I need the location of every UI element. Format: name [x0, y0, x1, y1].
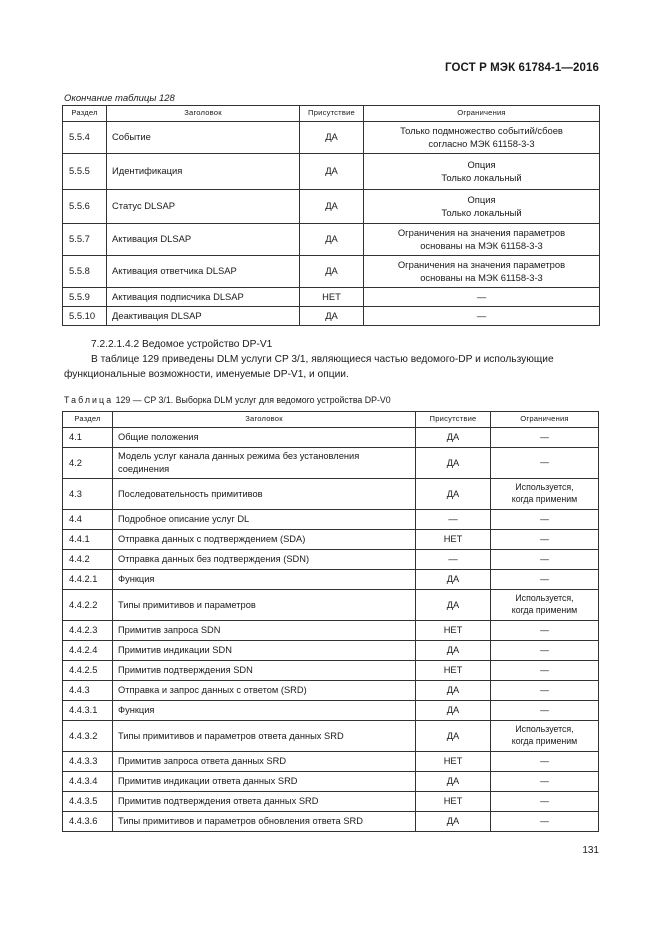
table-row [63, 510, 599, 530]
limits-line: Только локальный [441, 171, 522, 183]
document-header: ГОСТ Р МЭК 61784-1—2016 [445, 62, 599, 74]
presence-cell: ДА [300, 307, 364, 326]
column-header: Ограничения [364, 106, 600, 122]
limits-cell [364, 122, 600, 154]
title-cell: Активация DLSAP [107, 224, 300, 256]
column-header: Раздел [63, 106, 107, 122]
title-cell: Деактивация DLSAP [107, 307, 300, 326]
limits-cell [491, 428, 599, 448]
section-number-cell: 4.4.3.6 [63, 812, 113, 832]
table-row [63, 122, 600, 154]
table-header-row [63, 412, 599, 428]
limits-cell [491, 550, 599, 570]
section-number-cell: 4.4.1 [63, 530, 113, 550]
presence-cell: НЕТ [300, 288, 364, 307]
limits-line: — [540, 533, 549, 544]
presence-cell: ДА [416, 590, 491, 621]
section-number-cell: 4.4 [63, 510, 113, 530]
limits-cell [364, 154, 600, 190]
limits-line: — [540, 664, 549, 675]
limits-cell [491, 792, 599, 812]
presence-cell: ДА [300, 224, 364, 256]
title-cell: Модель услуг канала данных режима без установления соединения [113, 448, 416, 479]
presence-cell: ДА [416, 812, 491, 832]
limits-cell [491, 621, 599, 641]
table-row [63, 752, 599, 772]
title-cell: Активация подписчика DLSAP [107, 288, 300, 307]
caption-label: Таблица [64, 395, 114, 405]
section-number-cell: 4.4.2.5 [63, 661, 113, 681]
table-row [63, 288, 600, 307]
table-row [63, 190, 600, 224]
table-row [63, 641, 599, 661]
column-header: Присутствие [300, 106, 364, 122]
table-row [63, 530, 599, 550]
limits-line: Используется, [515, 724, 574, 735]
limits-line: Ограничения на значения параметров [397, 226, 566, 238]
presence-cell: ДА [416, 448, 491, 479]
title-cell: Статус DLSAP [107, 190, 300, 224]
limits-line: — [540, 815, 549, 826]
table-row [63, 154, 600, 190]
section-number-cell: 4.3 [63, 479, 113, 510]
table-129-caption [64, 395, 391, 405]
limits-line: — [540, 644, 549, 655]
table-row [63, 224, 600, 256]
section-number-cell: 4.4.2.4 [63, 641, 113, 661]
limits-line: — [540, 684, 549, 695]
presence-cell: ДА [300, 190, 364, 224]
limits-cell [491, 772, 599, 792]
presence-cell: ДА [300, 122, 364, 154]
limits-cell [364, 224, 600, 256]
title-cell: Отправка и запрос данных с ответом (SRD) [113, 681, 416, 701]
title-cell: Примитив запроса SDN [113, 621, 416, 641]
title-cell: Функция [113, 701, 416, 721]
title-cell: Типы примитивов и параметров обновления ответа SRD [113, 812, 416, 832]
section-number-cell: 5.5.10 [63, 307, 107, 326]
section-heading: 7.2.2.1.4.2 Ведомое устройство DP-V1 [91, 339, 273, 350]
table-row [63, 428, 599, 448]
limits-line: — [540, 457, 549, 468]
table-header-row [63, 106, 600, 122]
limits-line: — [540, 755, 549, 766]
title-cell: Событие [107, 122, 300, 154]
section-number-cell: 5.5.4 [63, 122, 107, 154]
limits-cell [491, 661, 599, 681]
table-row [63, 681, 599, 701]
section-number-cell: 4.4.3.4 [63, 772, 113, 792]
title-cell: Отправка данных без подтверждения (SDN) [113, 550, 416, 570]
table-128-caption: Окончание таблицы 128 [64, 93, 175, 104]
limits-line: — [540, 704, 549, 715]
title-cell: Функция [113, 570, 416, 590]
section-number-cell: 4.2 [63, 448, 113, 479]
presence-cell: ДА [300, 154, 364, 190]
column-header: Заголовок [113, 412, 416, 428]
limits-line: когда применим [511, 605, 578, 615]
caption-text: 129 — CP 3/1. Выборка DLM услуг для ведомого устройства DP-V0 [113, 395, 391, 405]
presence-cell: ДА [416, 428, 491, 448]
table-row [63, 621, 599, 641]
presence-cell: ДА [416, 772, 491, 792]
section-number-cell: 4.1 [63, 428, 113, 448]
section-number-cell: 4.4.3.1 [63, 701, 113, 721]
column-header: Ограничения [491, 412, 599, 428]
presence-cell: НЕТ [416, 530, 491, 550]
limits-cell [491, 530, 599, 550]
limits-cell [364, 256, 600, 288]
section-number-cell: 4.4.2.3 [63, 621, 113, 641]
limits-cell [491, 510, 599, 530]
table-row [63, 570, 599, 590]
table-row [63, 701, 599, 721]
presence-cell: ДА [416, 479, 491, 510]
limits-line: — [540, 553, 549, 564]
limits-line: Используется, [515, 482, 574, 493]
section-number-cell: 5.5.8 [63, 256, 107, 288]
limits-line: Опция [467, 193, 496, 205]
table-129 [62, 411, 599, 832]
limits-line: Ограничения на значения параметров [397, 258, 566, 270]
limits-cell [491, 721, 599, 752]
section-number-cell: 4.4.3.3 [63, 752, 113, 772]
section-number-cell: 4.4.3.2 [63, 721, 113, 752]
table-row [63, 448, 599, 479]
limits-line: Только локальный [441, 206, 522, 218]
table-128 [62, 105, 600, 326]
table-row [63, 479, 599, 510]
presence-cell: ДА [416, 641, 491, 661]
table-row [63, 590, 599, 621]
section-number-cell: 5.5.7 [63, 224, 107, 256]
presence-cell: ДА [416, 701, 491, 721]
presence-cell: ДА [416, 721, 491, 752]
title-cell: Типы примитивов и параметров ответа данных SRD [113, 721, 416, 752]
limits-cell [491, 448, 599, 479]
section-number-cell: 4.4.2 [63, 550, 113, 570]
title-cell: Идентификация [107, 154, 300, 190]
presence-cell: — [416, 550, 491, 570]
column-header: Присутствие [416, 412, 491, 428]
title-cell: Типы примитивов и параметров [113, 590, 416, 621]
limits-line: Опция [467, 158, 496, 170]
limits-cell [364, 307, 600, 326]
limits-line: — [540, 795, 549, 806]
presence-cell: НЕТ [416, 621, 491, 641]
limits-line: — [476, 290, 487, 302]
title-cell: Примитив подтверждения ответа данных SRD [113, 792, 416, 812]
limits-line: — [540, 624, 549, 635]
section-number-cell: 4.4.2.2 [63, 590, 113, 621]
limits-line: основаны на МЭК 61158-3-3 [420, 239, 543, 251]
table-row [63, 792, 599, 812]
presence-cell: НЕТ [416, 661, 491, 681]
table-row [63, 307, 600, 326]
section-number-cell: 5.5.5 [63, 154, 107, 190]
table-row [63, 721, 599, 752]
presence-cell: ДА [416, 570, 491, 590]
limits-line: — [540, 775, 549, 786]
limits-line: — [540, 513, 549, 524]
section-number-cell: 5.5.9 [63, 288, 107, 307]
table-row [63, 812, 599, 832]
title-cell: Примитив индикации ответа данных SRD [113, 772, 416, 792]
title-cell: Подробное описание услуг DL [113, 510, 416, 530]
presence-cell: ДА [416, 681, 491, 701]
limits-cell [491, 701, 599, 721]
title-cell: Отправка данных с подтверждением (SDA) [113, 530, 416, 550]
section-number-cell: 5.5.6 [63, 190, 107, 224]
limits-line: когда применим [511, 494, 578, 504]
limits-cell [364, 190, 600, 224]
title-cell: Последовательность примитивов [113, 479, 416, 510]
limits-line: Используется, [515, 593, 574, 604]
presence-cell: ДА [300, 256, 364, 288]
limits-cell [491, 641, 599, 661]
title-cell: Активация ответчика DLSAP [107, 256, 300, 288]
limits-line: основаны на МЭК 61158-3-3 [420, 271, 543, 283]
table-row [63, 550, 599, 570]
limits-cell [491, 570, 599, 590]
limits-cell [491, 590, 599, 621]
limits-cell [491, 479, 599, 510]
column-header: Раздел [63, 412, 113, 428]
limits-cell [491, 812, 599, 832]
title-cell: Примитив индикации SDN [113, 641, 416, 661]
limits-line: — [476, 309, 487, 321]
limits-line: согласно МЭК 61158-3-3 [428, 137, 535, 149]
page-number: 131 [582, 845, 599, 856]
limits-cell [364, 288, 600, 307]
presence-cell: — [416, 510, 491, 530]
title-cell: Примитив подтверждения SDN [113, 661, 416, 681]
limits-cell [491, 681, 599, 701]
title-cell: Примитив запроса ответа данных SRD [113, 752, 416, 772]
section-number-cell: 4.4.3 [63, 681, 113, 701]
presence-cell: НЕТ [416, 792, 491, 812]
presence-cell: НЕТ [416, 752, 491, 772]
title-cell: Общие положения [113, 428, 416, 448]
section-number-cell: 4.4.3.5 [63, 792, 113, 812]
limits-cell [491, 752, 599, 772]
limits-line: когда применим [511, 736, 578, 746]
table-row [63, 661, 599, 681]
section-paragraph: В таблице 129 приведены DLM услуги CP 3/1, являющиеся частью ведомого-DP и использующие функциональные возможности, именуемые DP-V1, и опции. [64, 354, 554, 380]
column-header: Заголовок [107, 106, 300, 122]
limits-line: Только подмножество событий/сбоев [400, 124, 563, 136]
table-row [63, 772, 599, 792]
table-row [63, 256, 600, 288]
limits-line: — [540, 573, 549, 584]
section-number-cell: 4.4.2.1 [63, 570, 113, 590]
limits-line: — [540, 431, 549, 442]
